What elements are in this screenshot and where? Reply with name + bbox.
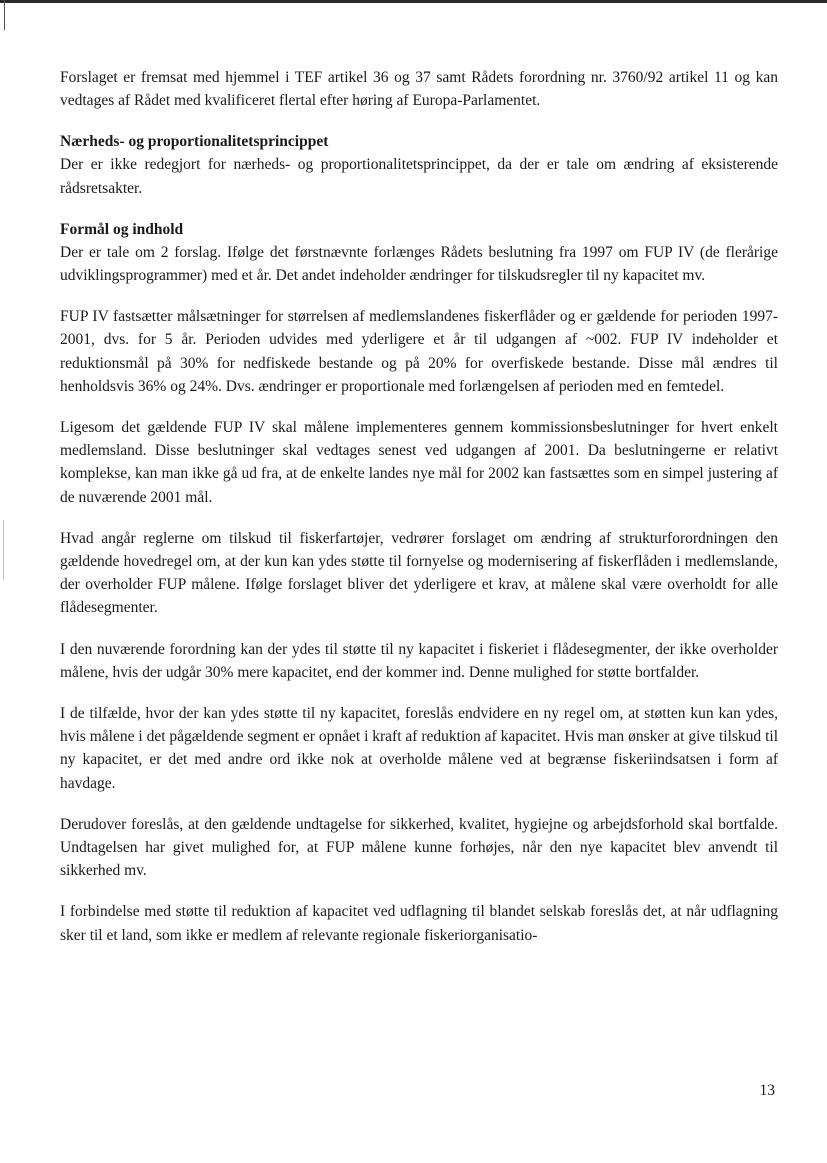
scan-left-edge-mark [3, 520, 4, 580]
heading-subsidiarity: Nærheds- og proportionalitetsprincippet [60, 133, 329, 151]
document-body [60, 66, 778, 947]
paragraph-current-regulation: I den nuværende forordning kan der ydes til støtte til ny kapacitet i fiskeriet i flådesegmenter, der ikke overholder målene, hvis der udgår 30% mere kapacitet, end der kommer ind. Denne mulighed for støtte bortfalder. [60, 640, 778, 681]
paragraph-new-capacity-rule: I de tilfælde, hvor der kan ydes støtte til ny kapacitet, foreslås endvidere en ny regel om, at støtten kun kan ydes, hvis målene i det pågældende segment er opnået i kraft af reduktion af kapacitet. Hvis man ønsker at give tilskud til ny kapacitet, er det med andre ord ikke nok at overholde målene ved at begrænse fiskeriindsatsen i form af havdage. [60, 705, 778, 792]
scan-left-edge [4, 0, 5, 30]
paragraph-subsidiarity: Der er ikke redegjort for nærheds- og proportionalitetsprincippet, da der er tale om ændring af eksisterende rådsretsakter. [60, 156, 778, 197]
heading-purpose-content: Formål og indhold [60, 220, 184, 238]
paragraph-subsidy-rules: Hvad angår reglerne om tilskud til fiskerfartøjer, vedrører forslaget om ændring af strukturforordningen den gældende hovedregel om, at der kun kan ydes støtte til fornyelse og modernisering af fiskerflåden i medlemslande, der overholder FUP målene. Ifølge forslaget bliver det yderligere et krav, at målene skal være overholdt for alle flådesegmenter. [60, 529, 778, 617]
page-number: 13 [759, 1082, 775, 1099]
scan-top-rule [0, 0, 827, 3]
paragraph-legal-basis: Forslaget er fremsat med hjemmel i TEF artikel 36 og 37 samt Rådets forordning nr. 3760/92 artikel 11 og kan vedtages af Rådet med kvalificeret flertal efter høring af Europa-Parlamentet. [60, 69, 778, 110]
paragraph-exception-removal: Derudover foreslås, at den gældende undtagelse for sikkerhed, kvalitet, hygiejne og arbejdsforhold skal bortfalde. Undtagelsen har givet mulighed for, at FUP målene kunne forhøjes, når den nye kapacitet blev anvendt til sikkerhed mv. [60, 815, 778, 880]
paragraph-reflagging: I forbindelse med støtte til reduktion af kapacitet ved udflagning til blandet selskab foreslås det, at når udflagning sker til et land, som ikke er medlem af relevante regionale fiskeriorganisatio- [60, 903, 778, 944]
paragraph-implementation: Ligesom det gældende FUP IV skal målene implementeres gennem kommissionsbeslutninger for hvert enkelt medlemsland. Disse beslutninger skal vedtages senest ved udgangen af 2001. Da beslutningerne er relativt komplekse, kan man ikke gå ud fra, at de enkelte landes nye mål for 2002 kan fastsættes som en simpel justering af de nuværende 2001 mål. [60, 419, 778, 506]
paragraph-two-proposals: Der er tale om 2 forslag. Ifølge det førstnævnte forlænges Rådets beslutning fra 1997 om FUP IV (de flerårige udviklingsprogrammer) med et år. Det andet indeholder ændringer for tilskudsregler til ny kapacitet mv. [60, 243, 778, 285]
paragraph-fup-iv-targets: FUP IV fastsætter målsætninger for størrelsen af medlemslandenes fiskerflåder og er gældende for perioden 1997-2001, dvs. for 5 år. Perioden udvides med yderligere et år til udgangen af ~002. FUP IV indeholder et reduktionsmål på 30% for nedfiskede bestande og på 20% for overfiskede bestande. Disse mål ændres til henholdsvis 36% og 24%. Dvs. ændringer er proportionale med forlængelsen af perioden med en femtedel. [60, 308, 778, 395]
